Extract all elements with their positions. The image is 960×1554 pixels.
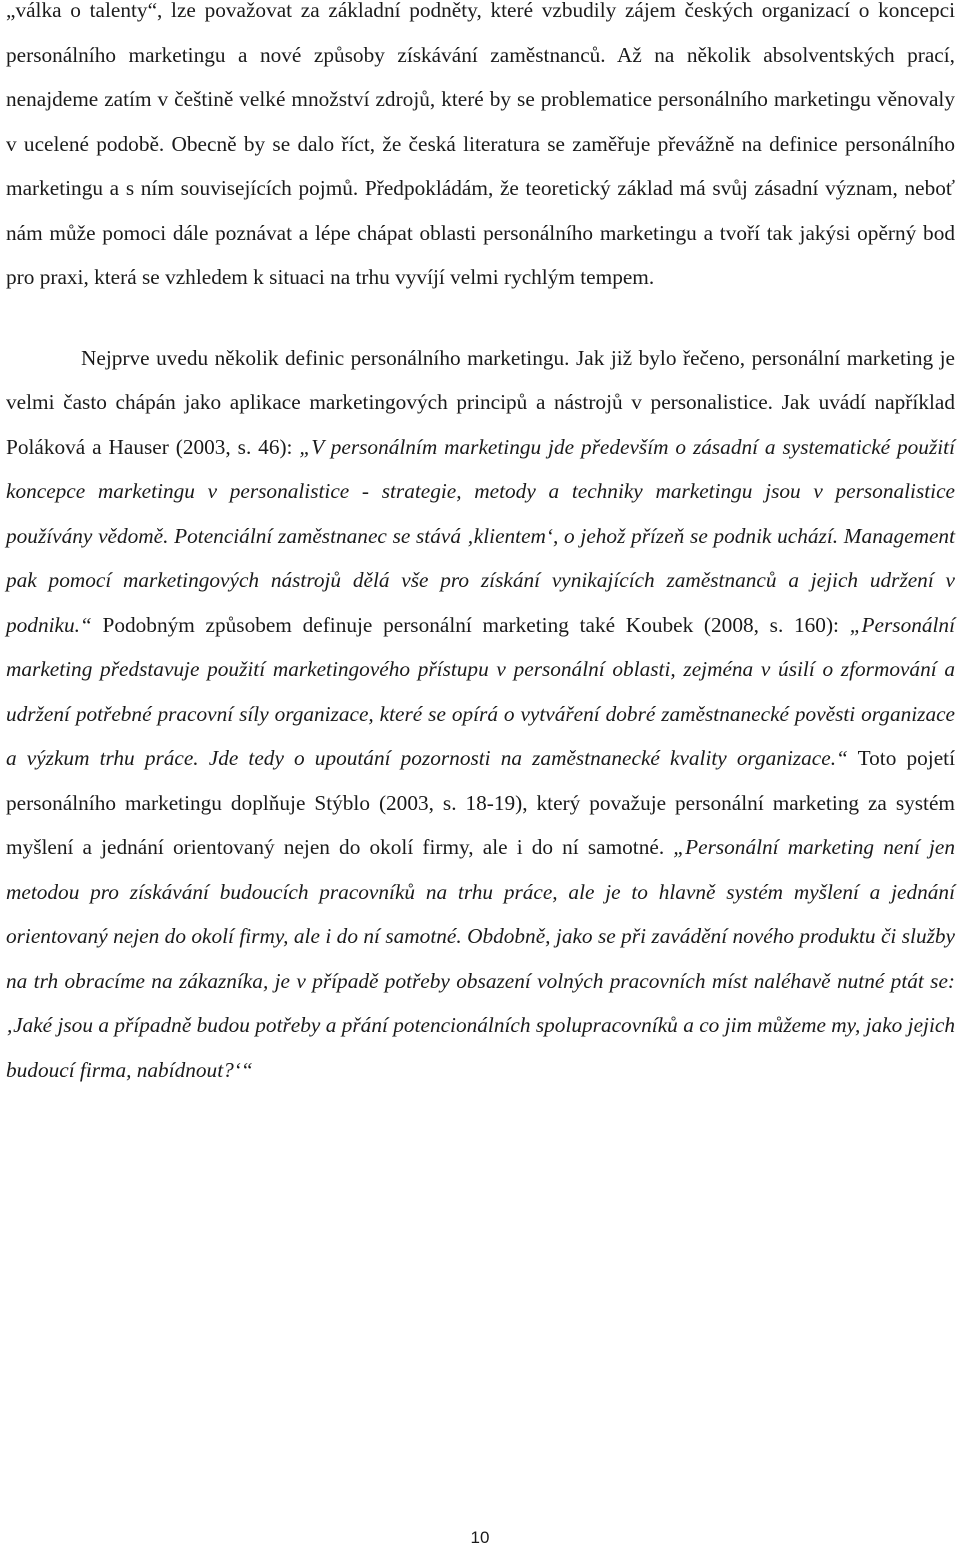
definitions-styblo-lead: Toto pojetí personálního marketingu doplňuje Stýblo (2003, s. 18-19), který považuje personální marketing za systém myšlení a jednání orientovaný nejen do okolí firmy, ale i do ní samotné. bbox=[6, 746, 955, 859]
paragraph-intro bbox=[6, 0, 955, 300]
paragraph-definitions bbox=[6, 336, 955, 1093]
quote-koubek: „Personální marketing představuje použití marketingového přístupu v personální oblasti, zejména v úsilí o zformování a udržení potřebné pracovní síly organizace, které se opírá o vytváření dobré zaměstnanecké pověsti organizace a výzkum trhu práce. Jde tedy o upoutání pozornosti na zaměstnanecké kvality organizace.“ bbox=[6, 612, 955, 770]
quote-styblo: „Personální marketing není jen metodou pro získávání budoucích pracovníků na trhu práce, ale je to hlavně systém myšlení a jednání orientovaný nejen do okolí firmy, ale i do ní samotné. Obdobně, jako se při zavádění nového produktu či služby na trh obracíme na zákazníka, je v případě potřeby obsazení volných pracovních míst naléhavě nutné ptát se: ‚Jaké jsou a případně budou potřeby a přání potencionálních spolupracovníků a co jim můžeme my, jako jejich budoucí firma, nabídnout?‘“ bbox=[6, 835, 956, 1082]
paragraph-intro-text: „válka o talenty“, lze považovat za základní podněty, které vzbudily zájem českých organizací o koncepci personálního marketingu a nové způsoby získávání zaměstnanců. Až na několik absolventských prací, nenajdeme zatím v češtině velké množství zdrojů, které by se problematice personálního marketingu věnovaly v ucelené podobě. Obecně by se dalo říct, že česká literatura se zaměřuje převážně na definice personálního marketingu a s ním souvisejících pojmů. Předpokládám, že teoretický základ má svůj zásadní význam, neboť nám může pomoci dále poznávat a lépe chápat oblasti personálního marketingu a tvoří tak jakýsi opěrný bod pro praxi, která se vzhledem k situaci na trhu vyvíjí velmi rychlým tempem. bbox=[6, 0, 955, 289]
quote-polakova-hauser: „V personálním marketingu jde především o zásadní a systematické použití koncepce marketingu v personalistice - strategie, metody a techniky marketingu jsou v personalistice používány vědomě. Potenciální zaměstnanec se stává ‚klientem‘, o jehož přízeň se podnik uchází. Management pak pomocí marketingových nástrojů dělá vše pro získání vynikajících zaměstnanců a jejich udržení v podniku.“ bbox=[6, 434, 955, 637]
definitions-lead-text: Nejprve uvedu několik definic personálního marketingu. Jak již bylo řečeno, personální marketing je velmi často chápán jako aplikace marketingových principů a nástrojů v personalistice. Jak uvádí například Poláková a Hauser (2003, s. 46): bbox=[6, 345, 955, 459]
document-page bbox=[6, 0, 955, 1092]
page-number: 10 bbox=[470, 1528, 490, 1547]
definitions-koubek-lead: Podobným způsobem definuje personální marketing také Koubek (2008, s. 160): bbox=[91, 612, 850, 637]
